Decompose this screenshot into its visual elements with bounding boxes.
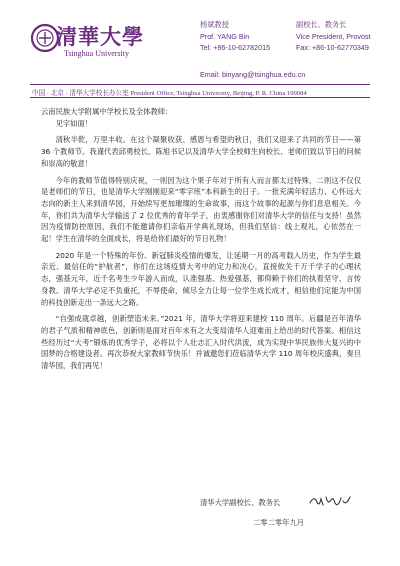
title-english: Vice President, Provost (296, 31, 371, 41)
letterhead-name-block (200, 19, 270, 54)
letterhead-title-block (296, 19, 371, 54)
paragraph: “自强成就卓越，创新塑造未来。”2021 年，清华大学将迎来建校 110 周年。后疆是百年清华的君子气质和精神底色，创新则是面对百年未有之大变局清华人迎难而上给出的时代答案。相信这些经历过“大考”锻炼的优秀学子，必将以个人壮志汇入时代洪流，成为实现中华民族伟大复兴的中国梦的合格建设者。再次恭祝大家教师节快乐！并诚邀您们莅临清华大学 110 周年校庆盛典，奏旦清华园，我们再见！ (41, 314, 361, 371)
title-chinese: 副校长、教务长 (296, 20, 347, 29)
name-chinese: 杨斌教授 (200, 20, 229, 29)
paragraph: 今年的教师节值得特别庆祝，一则因为这个果子年对于所有人而言都太过特殊，二则这不仅仅是老师们的节日，也是清华大学刚刚迎来“零字班”本科新生的日子。一批充满年轻活力、心怀远大志向的新主人来到清华园，开始续写更加璀璨的生命故事，而这个故事的起源与你们息息相关。今年，你们共为清华大学输送了 2 位优秀的青年学子，由衷感谢你们对清华大学的信任与支持！虽然因为疫情防控原因，我们不能邀请你们亲临开学典礼现场，但我们坚信：线上观礼，心依然在一起！学生在清华的全面成长，将是给你们最好的节日礼物！ (41, 175, 361, 244)
logo-english-name: Tsinghua University (64, 49, 129, 58)
paragraph: 清秋半乾，万里丰收。在这个凝聚收获、感恩与希望的秋日，我们又迎来了共同的节日——第 36 个教师节。我谨代表邱勇校长、陈旭书记以及清华大学全校师生向校长、老师们致以节日的问候和崇高的敬意！ (41, 135, 361, 168)
letter-body (41, 106, 361, 372)
paragraph: 2020 年是一个特殊的年份。新冠肺炎疫情的爆发，让延期一月的高考载入历史，作为学生最亲近、最信任的“护航者”，你们在这场疫情大考中的定力和决心，直接攸关千万千学子的心理状态，强基元年，近千名考生少年游入而成，认准强基、热爱强基，都仰赖于你们的执着坚守、言传身教。清华大学必定不负重托，不辱使命，倾尽全力让每一位学生成长成才，相信他们定能为中国的科技创新走出一条远大之路。 (41, 250, 361, 307)
fax: Fax: +86-10-62770349 (296, 43, 369, 53)
letter-date: 二零二零年九月 (253, 518, 305, 527)
signoff-title: 清华大学副校长、教务长 (200, 498, 281, 507)
office-address: 中国 · 北京 · 清华大学校长办公室 President Office, Tsinghua University, Beijing, P. R. China 100084 (32, 90, 307, 97)
handwritten-signature (308, 491, 352, 511)
email: Email: binyang@tsinghua.edu.cn (200, 70, 306, 79)
divider-top (30, 84, 370, 85)
salutation: 见字如面！ (55, 118, 93, 128)
divider-bottom (30, 97, 370, 98)
name-english: Prof. YANG Bin (200, 31, 250, 41)
telephone: Tel: +86-10-62782015 (200, 43, 271, 53)
recipient: 云南民族大学附属中学校长及全体教师： (41, 107, 173, 116)
tsinghua-logo (30, 21, 160, 65)
logo-chinese-name: 清華大學 (56, 24, 144, 49)
